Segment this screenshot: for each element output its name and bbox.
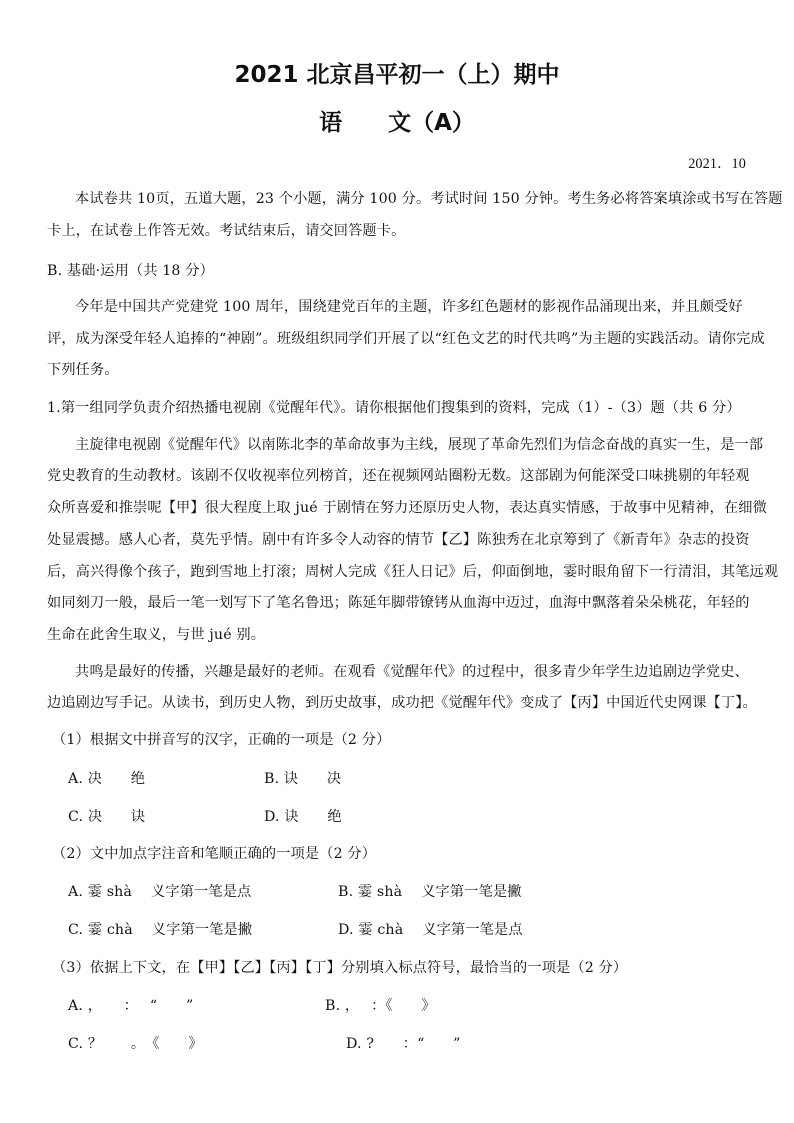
option-b[interactable]: B. ， ：《 》 — [325, 998, 436, 1014]
option-d[interactable]: D. 霎 chà 义字第一笔是点 — [338, 922, 523, 938]
option-a[interactable]: A. 决 绝 — [68, 771, 146, 787]
intro-line-2: 卡上，在试卷上作答无效。考试结束后，请交回答题卡。 — [47, 223, 406, 239]
option-c[interactable]: C. ？ 。 《 》 — [68, 1036, 203, 1052]
section-b-para-line-1: 今年是中国共产党建党 100 周年，围绕建党百年的主题，许多红色题材的影视作品涌现出来，并且颇受好 — [75, 299, 743, 315]
option-c[interactable]: C. 决 诀 — [68, 809, 146, 825]
exam-date: 2021．10 — [688, 156, 746, 172]
question-1-stem: 1.第一组同学负责介绍热播电视剧《觉醒年代》。请你根据他们搜集到的资料，完成（1）-（3）题（共 6 分） — [47, 400, 741, 416]
passage-line: 众所喜爱和推崇呢【甲】很大程度上取 jué 于剧情在努力还原历史人物，表达真实情感，于故事中见精神，在细微 — [47, 500, 767, 516]
sub-question-2-stem: （2）文中加点字注音和笔顺正确的一项是（2 分） — [52, 846, 377, 862]
option-d[interactable]: D. ? ：“ ” — [346, 1036, 461, 1052]
option-b[interactable]: B. 霎 shà 义字第一笔是撇 — [338, 884, 522, 900]
exam-subtitle: 语 文（A） — [319, 110, 475, 136]
option-b[interactable]: B. 诀 决 — [264, 771, 342, 787]
option-a[interactable]: A. ， ： “ ” — [68, 998, 194, 1014]
section-b-para-line-3: 下列任务。 — [47, 362, 119, 378]
passage-line: 处显震撼。感人心者，莫先乎情。剧中有许多令人动容的情节【乙】陈独秀在北京筹到了《新青年》杂志的投资 — [47, 532, 750, 548]
sub-question-1-stem: （1）根据文中拼音写的汉字，正确的一项是（2 分） — [52, 732, 391, 748]
passage-line: 共鸣是最好的传播，兴趣是最好的老师。在观看《觉醒年代》的过程中，很多青少年学生边追剧边学党史、 — [75, 664, 749, 680]
option-d[interactable]: D. 诀 绝 — [264, 809, 342, 825]
passage-line: 主旋律电视剧《觉醒年代》以南陈北李的革命故事为主线，展现了革命先烈们为信念奋战的真实一生，是一部 — [75, 437, 764, 453]
passage-line: 党史教育的生动教材。该剧不仅收视率位列榜首，还在视频网站圈粉无数。这部剧为何能深受口味挑剔的年轻观 — [47, 468, 750, 484]
passage-line: 后，高兴得像个孩子，跑到雪地上打滚；周树人完成《狂人日记》后，仰面倒地，霎时眼角留下一行清泪，其笔远观 — [47, 564, 779, 580]
section-b-heading: B. 基础·运用（共 18 分） — [47, 263, 214, 279]
exam-title: 2021 北京昌平初一（上）期中 — [234, 62, 560, 88]
option-c[interactable]: C. 霎 chà 义字第一笔是撇 — [68, 922, 253, 938]
sub-question-3-stem: （3）依据上下文，在【甲】【乙】【丙】【丁】分别填入标点符号，最恰当的一项是（2 分） — [52, 960, 628, 976]
passage-line: 生命在此舍生取义，与世 jué 别。 — [47, 627, 266, 643]
passage-line: 如同刻刀一般，最后一笔一划写下了笔名鲁迅；陈延年脚带镣铐从血海中迈过，血海中飘落着朵朵桃花，年轻的 — [47, 595, 750, 611]
intro-line-1: 本试卷共 10页，五道大题，23 个小题，满分 100 分。考试时间 150 分钟。考生务必将答案填涂或书写在答题 — [75, 191, 783, 207]
section-b-para-line-2: 评，成为深受年轻人追捧的“神剧”。班级组织同学们开展了以“红色文艺的时代共鸣”为主题的实践活动。请你完成 — [47, 331, 765, 347]
passage-line: 边追剧边写手记。从读书，到历史人物，到历史故事，成功把《觉醒年代》变成了【丙】中国近代史网课【丁】。 — [47, 695, 757, 711]
option-a[interactable]: A. 霎 shà 义字第一笔是点 — [68, 884, 252, 900]
